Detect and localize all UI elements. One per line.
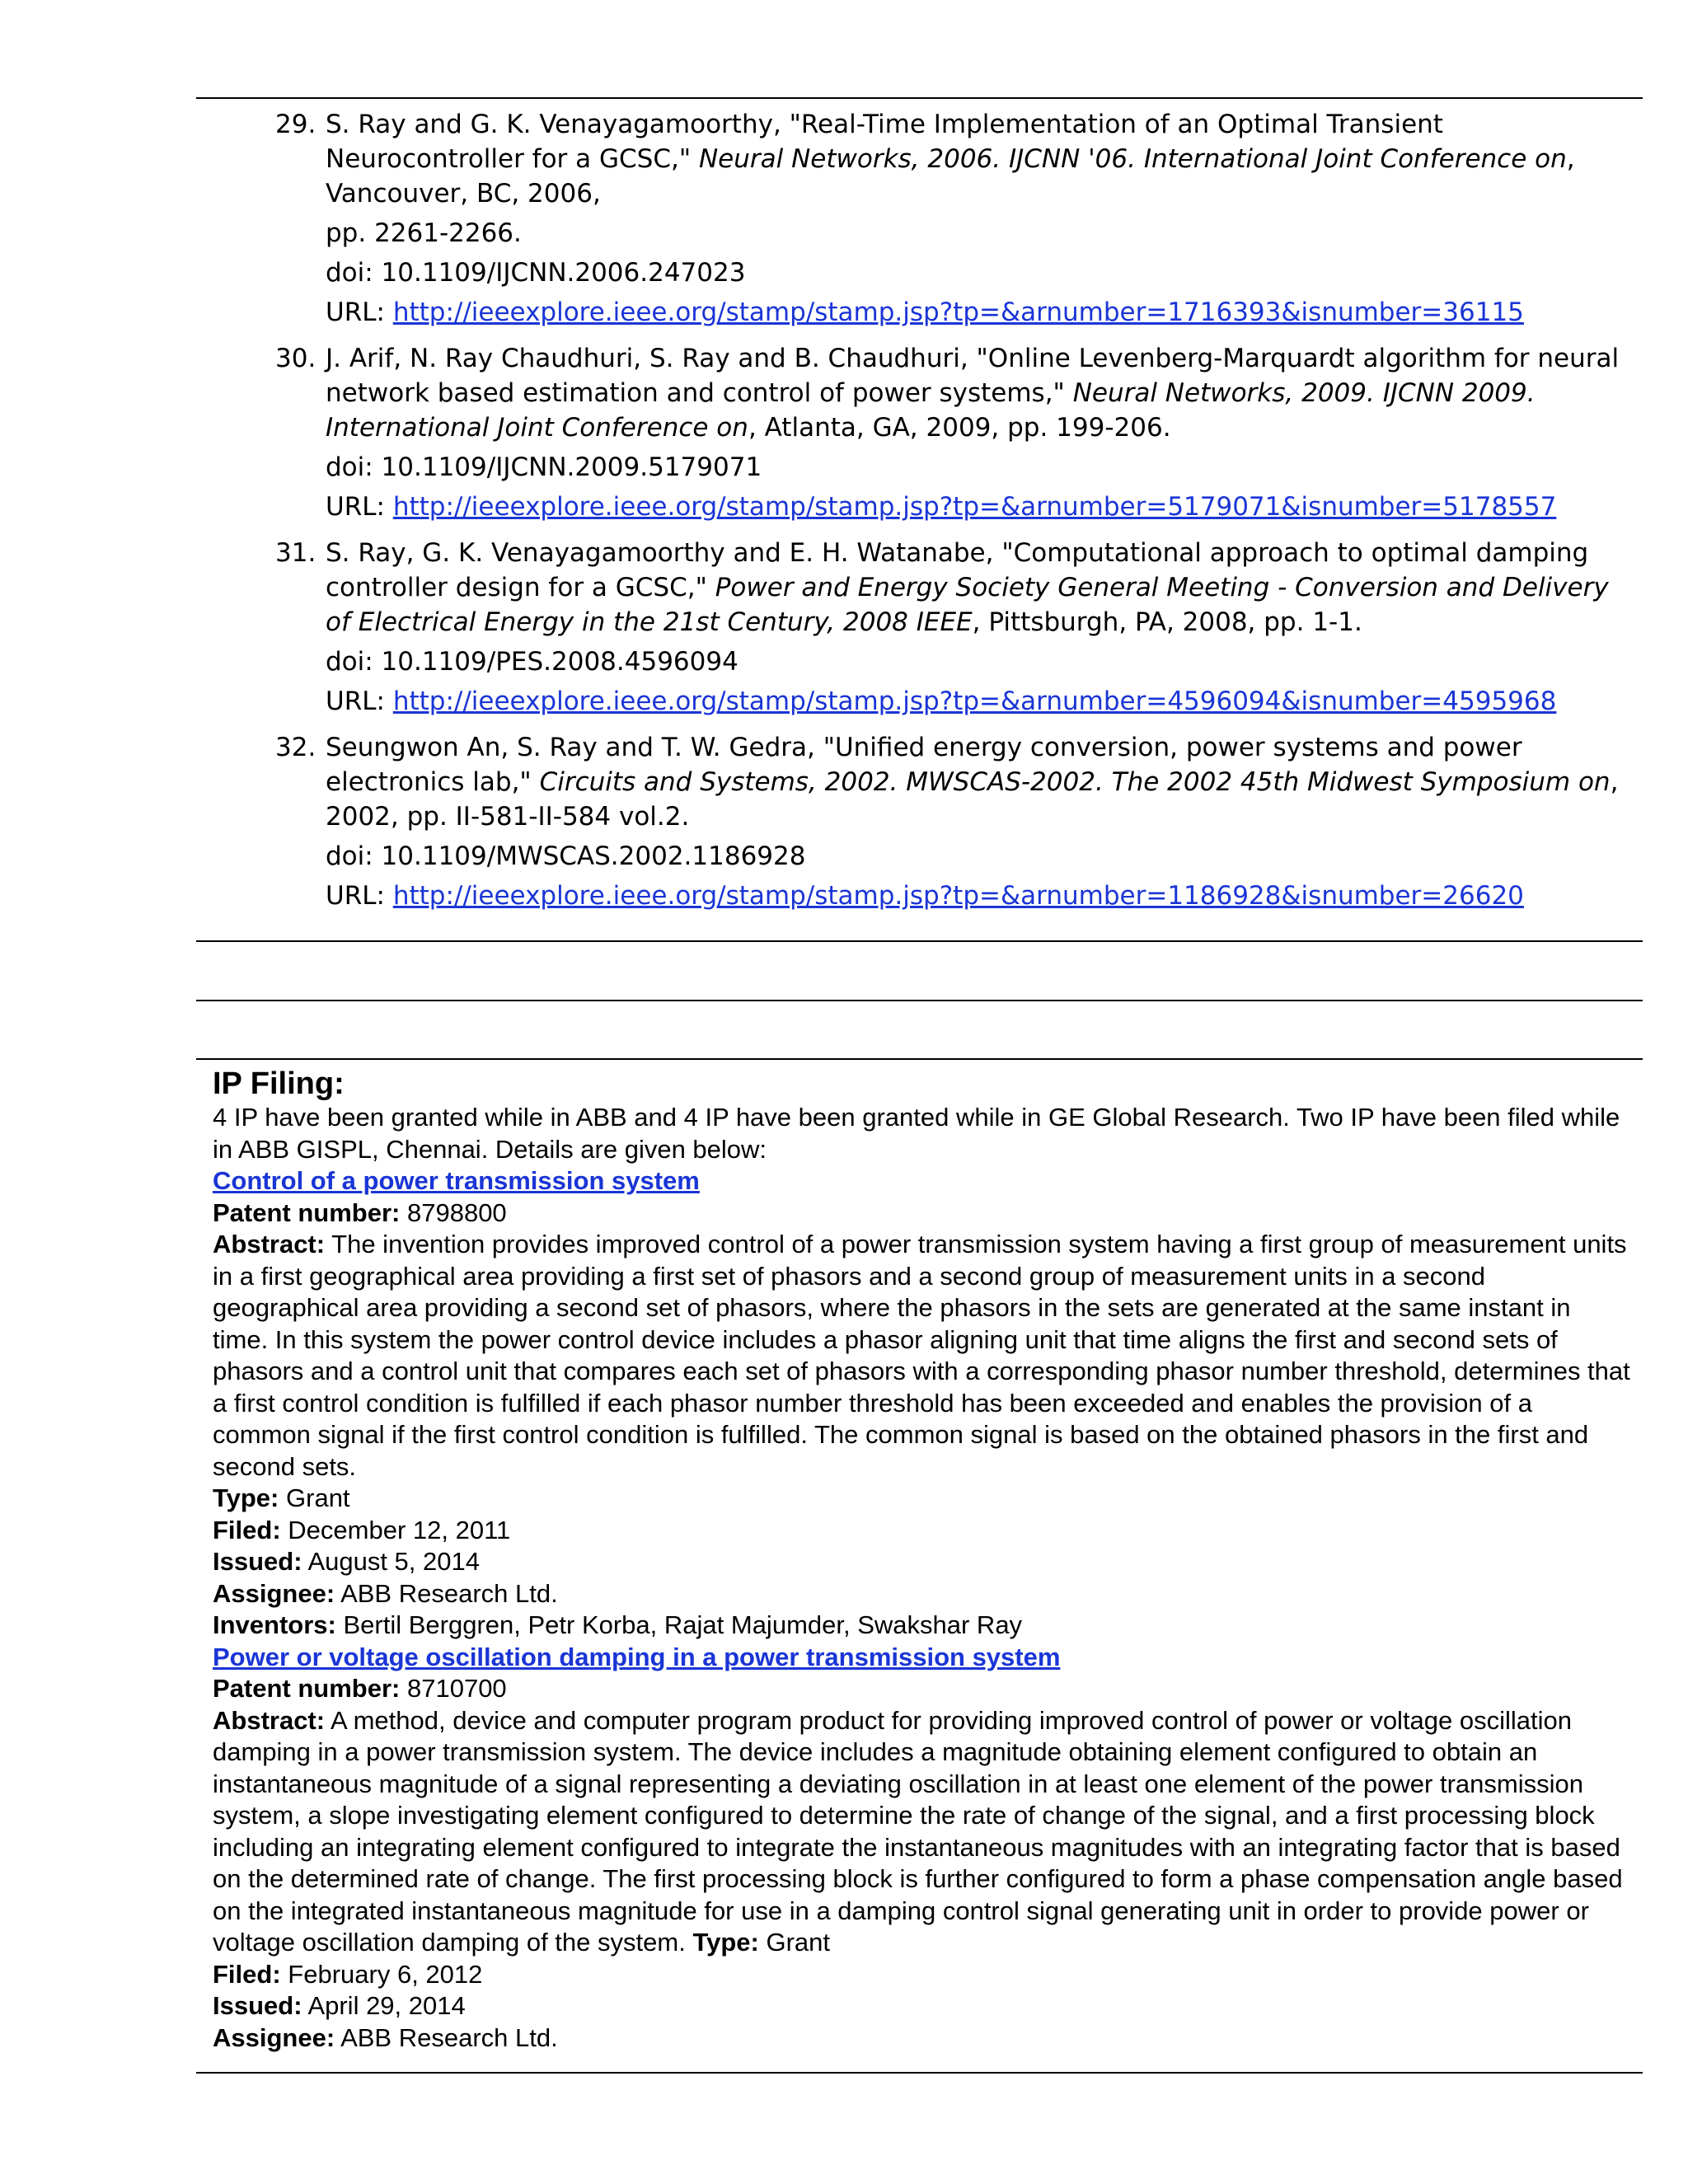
- reference-doi: doi: 10.1109/MWSCAS.2002.1186928: [326, 841, 806, 871]
- reference-number: 30.: [275, 344, 316, 373]
- reference-venue: Circuits and Systems, 2002. MWSCAS-2002. The 2002 45th Midwest Symposium on: [539, 767, 1611, 797]
- reference-location: , Pittsburgh, PA, 2008, pp. 1-1.: [972, 607, 1362, 637]
- document-page: [196, 0, 1643, 2184]
- reference-pages: pp. 2261-2266.: [326, 218, 522, 248]
- reference-location: , Vancouver, BC, 2006,: [326, 144, 1575, 209]
- patent-number-label: Patent number:: [213, 1674, 401, 1703]
- reference-citation: [326, 341, 1626, 445]
- reference-doi: doi: 10.1109/PES.2008.4596094: [326, 647, 738, 677]
- issued-value: April 29, 2014: [307, 1991, 466, 2020]
- abstract-label: Abstract:: [213, 1705, 326, 1735]
- reference-url-link[interactable]: http://ieeexplore.ieee.org/stamp/stamp.jsp?tp=&arnumber=4596094&isnumber=4595968: [392, 687, 1557, 716]
- patent-entry: [213, 1642, 1630, 2055]
- ip-top-divider: [196, 1058, 1643, 1060]
- reference-number: 32.: [275, 733, 316, 762]
- filed-label: Filed:: [213, 1959, 281, 1989]
- patent-number-value: 8798800: [406, 1197, 507, 1227]
- patent-number-value: 8710700: [406, 1674, 507, 1703]
- reference-url-label: URL:: [326, 492, 393, 522]
- reference-authors: J. Arif, N. Ray Chaudhuri, S. Ray and B. Chaudhuri, "Online Levenberg-Marquardt algorithm for neural network based estimation and control of power systems,": [326, 344, 1620, 408]
- reference-location: , 2002, pp. II-581-II-584 vol.2.: [326, 767, 1619, 832]
- reference-item: [196, 536, 1643, 719]
- ip-filing-intro: 4 IP have been granted while in ABB and 4 IP have been granted while in GE Global Research. Two IP have been filed while in ABB GISPL, Chennai. Details are given below:: [213, 1103, 1620, 1164]
- section-divider: [196, 1000, 1643, 1001]
- references-bottom-divider: [196, 940, 1643, 942]
- top-divider: [196, 97, 1643, 99]
- reference-url-link[interactable]: http://ieeexplore.ieee.org/stamp/stamp.jsp?tp=&arnumber=5179071&isnumber=5178557: [392, 492, 1557, 522]
- reference-item: [196, 341, 1643, 524]
- type-label: Type:: [213, 1483, 279, 1512]
- assignee-value: ABB Research Ltd.: [340, 2022, 558, 2052]
- reference-venue: Power and Energy Society General Meeting - Conversion and Delivery of Electrical Energy in the 21st Century, 2008 IEEE: [326, 573, 1609, 637]
- type-value: Grant: [286, 1483, 350, 1512]
- abstract-label: Abstract:: [213, 1230, 326, 1258]
- assignee-label: Assignee:: [213, 2022, 335, 2052]
- reference-authors: S. Ray, G. K. Venayagamoorthy and E. H. Watanabe, "Computational approach to optimal damping controller design for a GCSC,": [326, 538, 1589, 602]
- inventors-label: Inventors:: [213, 1610, 336, 1639]
- reference-citation: [326, 536, 1626, 640]
- reference-item: [196, 107, 1643, 330]
- type-label: Type:: [692, 1928, 759, 1957]
- reference-number: 29.: [275, 110, 316, 139]
- issued-label: Issued:: [213, 1991, 302, 2020]
- type-value: Grant: [766, 1928, 830, 1957]
- reference-authors: S. Ray and G. K. Venayagamoorthy, "Real-Time Implementation of an Optimal Transient Neurocontroller for a GCSC,": [326, 110, 1443, 174]
- reference-citation: [326, 107, 1626, 211]
- reference-doi: doi: 10.1109/IJCNN.2006.247023: [326, 258, 746, 288]
- ip-filing-heading: IP Filing:: [213, 1066, 345, 1101]
- assignee-value: ABB Research Ltd.: [340, 1578, 558, 1608]
- reference-item: [196, 730, 1643, 913]
- reference-url-label: URL:: [326, 881, 393, 911]
- ip-filing-section: [213, 1066, 1630, 2054]
- filed-value: February 6, 2012: [288, 1959, 483, 1989]
- issued-label: Issued:: [213, 1547, 302, 1576]
- patent-title-link[interactable]: Control of a power transmission system: [213, 1166, 700, 1195]
- issued-value: August 5, 2014: [307, 1547, 480, 1576]
- reference-url-label: URL:: [326, 687, 393, 716]
- page-bottom-divider: [196, 2072, 1643, 2074]
- filed-value: December 12, 2011: [288, 1515, 511, 1544]
- reference-venue: Neural Networks, 2006. IJCNN '06. International Joint Conference on: [698, 144, 1567, 174]
- reference-authors: Seungwon An, S. Ray and T. W. Gedra, "Unified energy conversion, power systems and power electronics lab,": [326, 733, 1522, 797]
- reference-venue: Neural Networks, 2009. IJCNN 2009. International Joint Conference on: [326, 378, 1536, 443]
- reference-citation: [326, 730, 1626, 834]
- abstract-text: A method, device and computer program product for providing improved control of power or voltage oscillation damping in a power transmission system. The device includes a magnitude obtaining element configured to obtain an instantaneous magnitude of a signal representing a deviating oscillation in at least one element of the power transmission system, a slope investigating element configured to determine the rate of change of the signal, and a first processing block including an integrating element configured to integrate the instantaneous magnitudes with an integrating factor that is based on the determined rate of change. The first processing block is further configured to form a phase compensation angle based on the integrated instantaneous magnitude for use in a damping control signal generating unit in order to provide power or voltage oscillation damping of the system.: [213, 1705, 1623, 1957]
- reference-doi: doi: 10.1109/IJCNN.2009.5179071: [326, 452, 762, 482]
- reference-url-label: URL:: [326, 298, 393, 327]
- inventors-value: Bertil Berggren, Petr Korba, Rajat Majumder, Swakshar Ray: [343, 1610, 1023, 1639]
- abstract-text: The invention provides improved control of a power transmission system having a first group of measurement units in a first geographical area providing a first set of phasors and a second group of measurement units in a second geographical area providing a second set of phasors, where the phasors in the sets are generated at the same instant in time. In this system the power control device includes a phasor aligning unit that time aligns the first and second sets of phasors and a control unit that compares each set of phasors with a corresponding phasor number threshold, determines that a first control condition is fulfilled if each phasor number threshold has been exceeded and enables the provision of a common signal if the first control condition is fulfilled. The common signal is based on the obtained phasors in the first and second sets.: [213, 1230, 1630, 1481]
- patent-number-label: Patent number:: [213, 1197, 401, 1227]
- reference-number: 31.: [275, 538, 316, 568]
- patent-title-link[interactable]: Power or voltage oscillation damping in a power transmission system: [213, 1642, 1061, 1671]
- reference-location: , Atlanta, GA, 2009, pp. 199-206.: [748, 413, 1171, 443]
- reference-url-link[interactable]: http://ieeexplore.ieee.org/stamp/stamp.jsp?tp=&arnumber=1186928&isnumber=26620: [392, 881, 1524, 911]
- filed-label: Filed:: [213, 1515, 281, 1544]
- assignee-label: Assignee:: [213, 1578, 335, 1608]
- references-list: [196, 107, 1643, 925]
- reference-url-link[interactable]: http://ieeexplore.ieee.org/stamp/stamp.jsp?tp=&arnumber=1716393&isnumber=36115: [392, 298, 1524, 327]
- patent-entry: [213, 1165, 1630, 1642]
